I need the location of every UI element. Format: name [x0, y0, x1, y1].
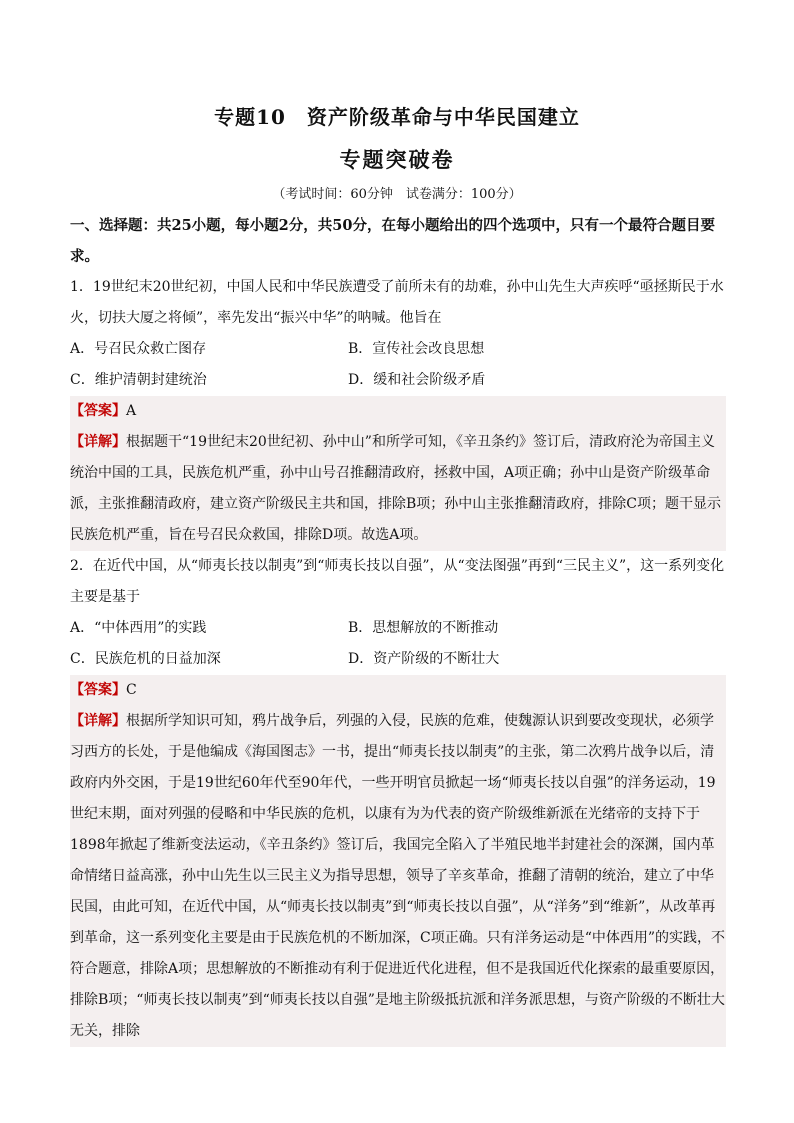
answer-tag: 【答案】 — [70, 403, 126, 419]
option-d: D．资产阶级的不断壮大 — [348, 651, 500, 667]
option-b: B．宣传社会改良思想 — [348, 341, 485, 357]
page-subtitle: 专题突破卷 — [339, 147, 455, 172]
question-stem: 1．19世纪末20世纪初，中国人民和中华民族遭受了前所未有的劫难，孙中山先生大声疾呼“亟拯斯民于水火，切扶大厦之将倾”，率先发出“振兴中华”的呐喊。他旨在 — [70, 279, 724, 326]
options-list — [70, 613, 726, 675]
detail-paragraph — [70, 427, 726, 551]
option-c: C．维护清朝封建统治 — [70, 372, 207, 388]
question-stem: 2．在近代中国，从“师夷长技以制夷”到“师夷长技以自强”，从“变法图强”再到“三民主义”，这一系列变化主要是基于 — [70, 558, 725, 605]
options-list — [70, 334, 726, 396]
detail-text: 根据题干“19世纪末20世纪初、孙中山”和所学可知，《辛丑条约》签订后，清政府沦为帝国主义统治中国的工具，民族危机严重，孙中山号召推翻清政府，拯救中国，A项正确；孙中山是资产阶级革命派，主张推翻清政府，建立资产阶级民主共和国，排除B项；孙中山主张推翻清政府，排除C项；题干显示民族危机严重，旨在号召民众救国，排除D项。故选A项。 — [70, 434, 721, 543]
answer-tag: 【答案】 — [70, 682, 126, 698]
option-b: B．思想解放的不断推动 — [348, 620, 499, 636]
section-heading: 一、选择题：共25小题，每小题2分，共50分，在每小题给出的四个选项中，只有一个最符合题目要求。 — [70, 217, 715, 265]
question-2 — [70, 551, 726, 1047]
main-content — [70, 210, 726, 1047]
page-title: 专题10 资产阶级革命与中华民国建立 — [214, 105, 580, 129]
option-a: A．号召民众救亡图存 — [70, 341, 207, 357]
answer-value: C — [126, 682, 137, 698]
exam-meta: （考试时间：60分钟 试卷满分：100分） — [272, 187, 522, 202]
answer-line — [70, 396, 726, 427]
option-c: C．民族危机的日益加深 — [70, 651, 221, 667]
detail-tag: 【详解】 — [70, 713, 126, 729]
option-a: A．“中体西用”的实践 — [70, 620, 207, 636]
detail-tag: 【详解】 — [70, 434, 126, 450]
answer-block — [70, 396, 726, 551]
answer-block — [70, 675, 726, 1047]
option-d: D．缓和社会阶级矛盾 — [348, 372, 486, 388]
answer-line — [70, 675, 726, 706]
detail-paragraph — [70, 706, 726, 1047]
detail-text: 根据所学知识可知，鸦片战争后，列强的入侵，民族的危难，使魏源认识到要改变现状，必须学习西方的长处，于是他编成《海国图志》一书，提出“师夷长技以制夷”的主张，第二次鸦片战争以后，清政府内外交困，于是19世纪60年代至90年代，一些开明官员掀起一场“师夷长技以自强”的洋务运动，19世纪末期，面对列强的侵略和中华民族的危机，以康有为为代表的资产阶级维新派在光绪帝的支持下于1898年掀起了维新变法运动，《辛丑条约》签订后，我国完全陷入了半殖民地半封建社会的深渊，国内革命情绪日益高涨，孙中山先生以三民主义为指导思想，领导了辛亥革命，推翻了清朝的统治，建立了中华民国，由此可知，在近代中国，从“师夷长技以制夷”到“师夷长技以自强”，从“洋务”到“维新”，从改革再到革命，这一系列变化主要是由于民族危机的不断加深，C项正确。只有洋务运动是“中体西用”的实践，不符合题意，排除A项；思想解放的不断推动有利于促进近代化进程，但不是我国近代化探索的最重要原因，排除B项；“师夷长技以制夷”到“师夷长技以自强”是地主阶级抵抗派和洋务派思想，与资产阶级的不断壮大无关，排除 — [70, 713, 726, 1039]
answer-value: A — [126, 403, 137, 419]
question-1 — [70, 272, 726, 551]
